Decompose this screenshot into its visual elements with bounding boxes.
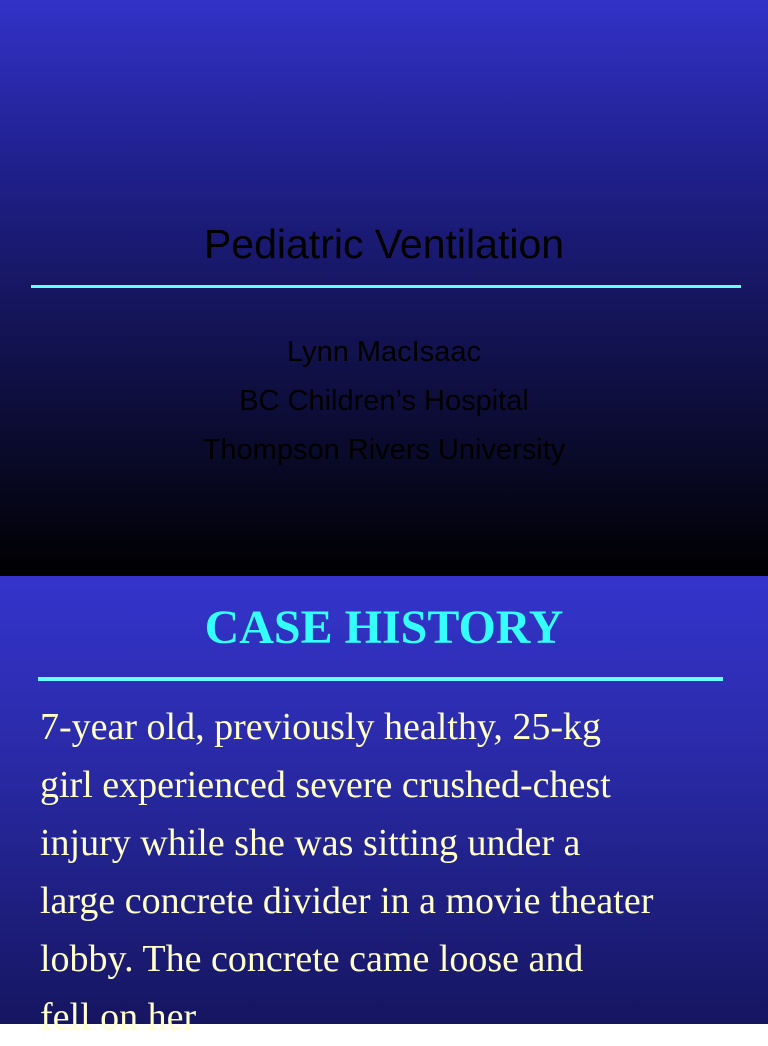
slide-title: Pediatric Ventilation (203, 221, 565, 267)
case-history-heading: CASE HISTORY (204, 601, 564, 654)
heading-divider (38, 677, 723, 681)
slide-subtitle (0, 328, 768, 475)
author-name: Lynn MacIsaac (287, 336, 481, 368)
title-divider (31, 285, 741, 288)
case-history-body: 7-year old, previously healthy, 25-kg girl experienced severe crushed-chest injury while she was sitting under a large concrete divider in a movie theater lobby. The concrete came loose and fell on her (40, 706, 654, 1038)
affiliation-hospital: BC Children’s Hospital (239, 385, 529, 417)
affiliation-university: Thompson Rivers University (202, 434, 566, 466)
